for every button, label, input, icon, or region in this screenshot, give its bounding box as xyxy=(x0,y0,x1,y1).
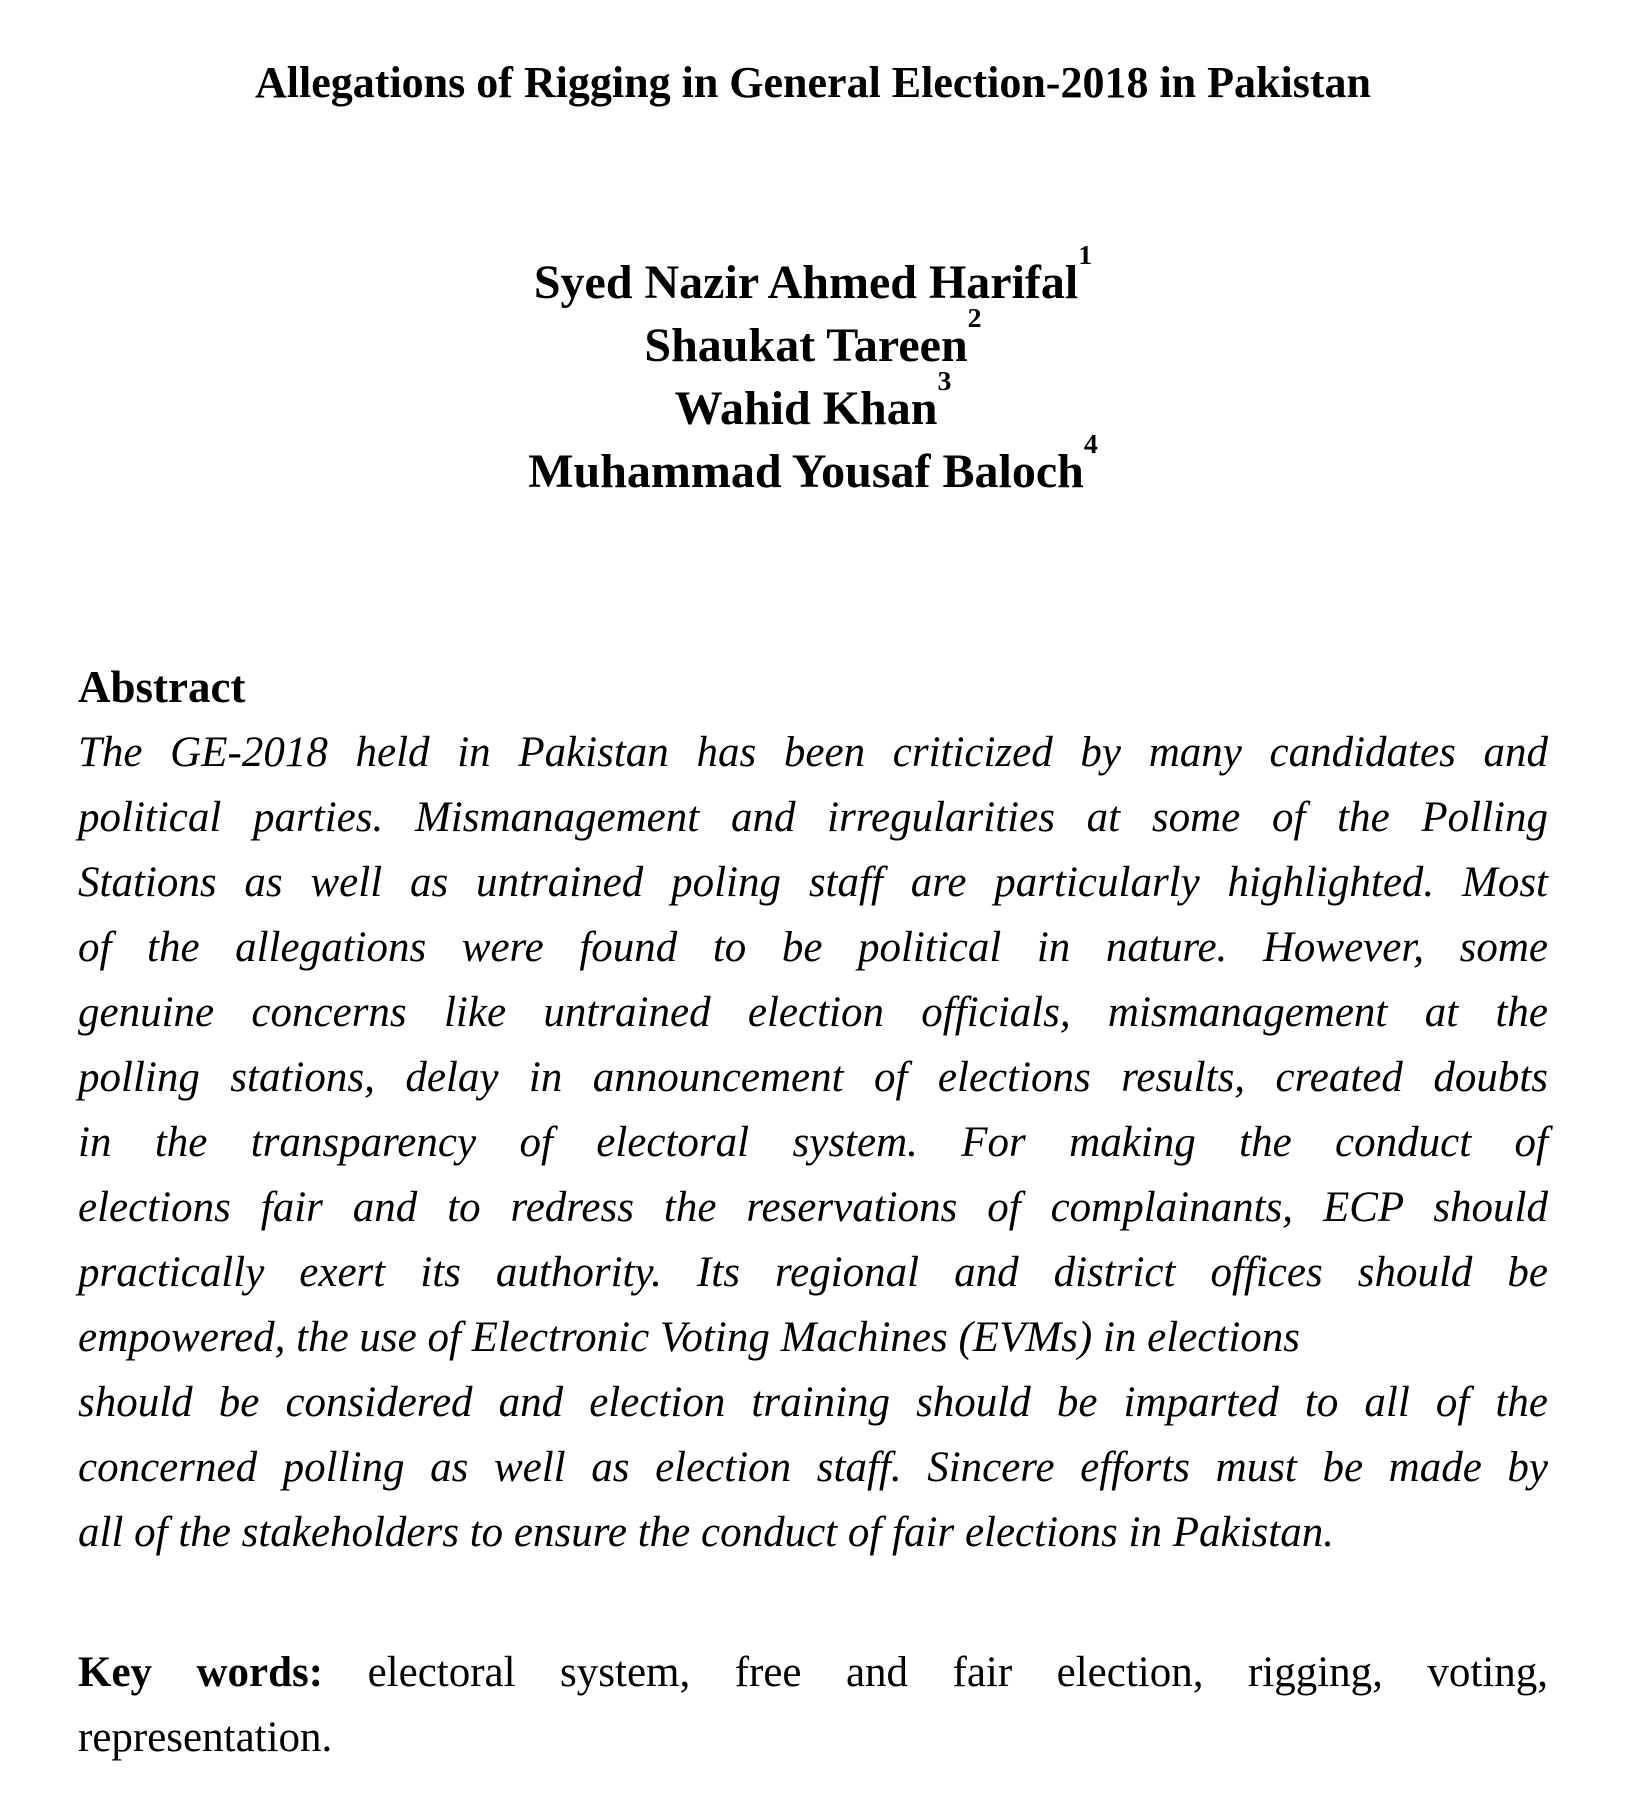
abstract-line: genuine concerns like untrained election officials, mismanagement at the xyxy=(78,989,1548,1036)
keywords-line1-text: electoral system, free and fair election, rigging, voting, xyxy=(367,1649,1549,1696)
author-line xyxy=(78,366,1548,440)
keywords-paragraph xyxy=(78,1640,1548,1770)
author-superscript: 2 xyxy=(967,303,982,335)
author-name: Muhammad Yousaf Baloch xyxy=(528,445,1084,498)
abstract-line: should be considered and election training should be imparted to all of the xyxy=(78,1379,1548,1426)
abstract-line: concerned polling as well as election staff. Sincere efforts must be made by xyxy=(78,1444,1548,1491)
abstract-line: of the allegations were found to be political in nature. However, some xyxy=(78,924,1548,971)
author-line xyxy=(78,240,1548,314)
keywords-line2-text: representation. xyxy=(78,1714,333,1761)
abstract-heading: Abstract xyxy=(78,662,246,712)
abstract-line: Stations as well as untrained poling staff are particularly highlighted. Most xyxy=(78,859,1548,906)
abstract-paragraph xyxy=(78,720,1548,1565)
abstract-line: all of the stakeholders to ensure the conduct of fair elections in Pakistan. xyxy=(78,1509,1334,1556)
abstract-line: political parties. Mismanagement and irregularities at some of the Polling xyxy=(78,794,1548,841)
page-title: Allegations of Rigging in General Election-2018 in Pakistan xyxy=(255,58,1371,107)
author-line xyxy=(78,429,1548,503)
author-name: Syed Nazir Ahmed Harifal xyxy=(533,256,1079,309)
abstract-line: elections fair and to redress the reservations of complainants, ECP should xyxy=(78,1184,1548,1231)
keywords-line1 xyxy=(78,1640,1548,1705)
author-name: Wahid Khan xyxy=(674,382,938,435)
author-superscript: 4 xyxy=(1083,429,1098,461)
author-superscript: 1 xyxy=(1078,240,1093,272)
abstract-line: polling stations, delay in announcement of elections results, created doubts xyxy=(78,1054,1548,1101)
author-name: Shaukat Tareen xyxy=(644,319,968,372)
abstract-line: The GE-2018 held in Pakistan has been criticized by many candidates and xyxy=(78,729,1548,776)
keywords-label: Key words: xyxy=(78,1649,324,1696)
author-superscript: 3 xyxy=(937,366,952,398)
author-line xyxy=(78,303,1548,377)
abstract-line: in the transparency of electoral system. For making the conduct of xyxy=(78,1119,1548,1166)
abstract-line: practically exert its authority. Its regional and district offices should be xyxy=(78,1249,1548,1296)
author-list xyxy=(78,240,1548,503)
abstract-line: empowered, the use of Electronic Voting Machines (EVMs) in elections xyxy=(78,1314,1300,1361)
